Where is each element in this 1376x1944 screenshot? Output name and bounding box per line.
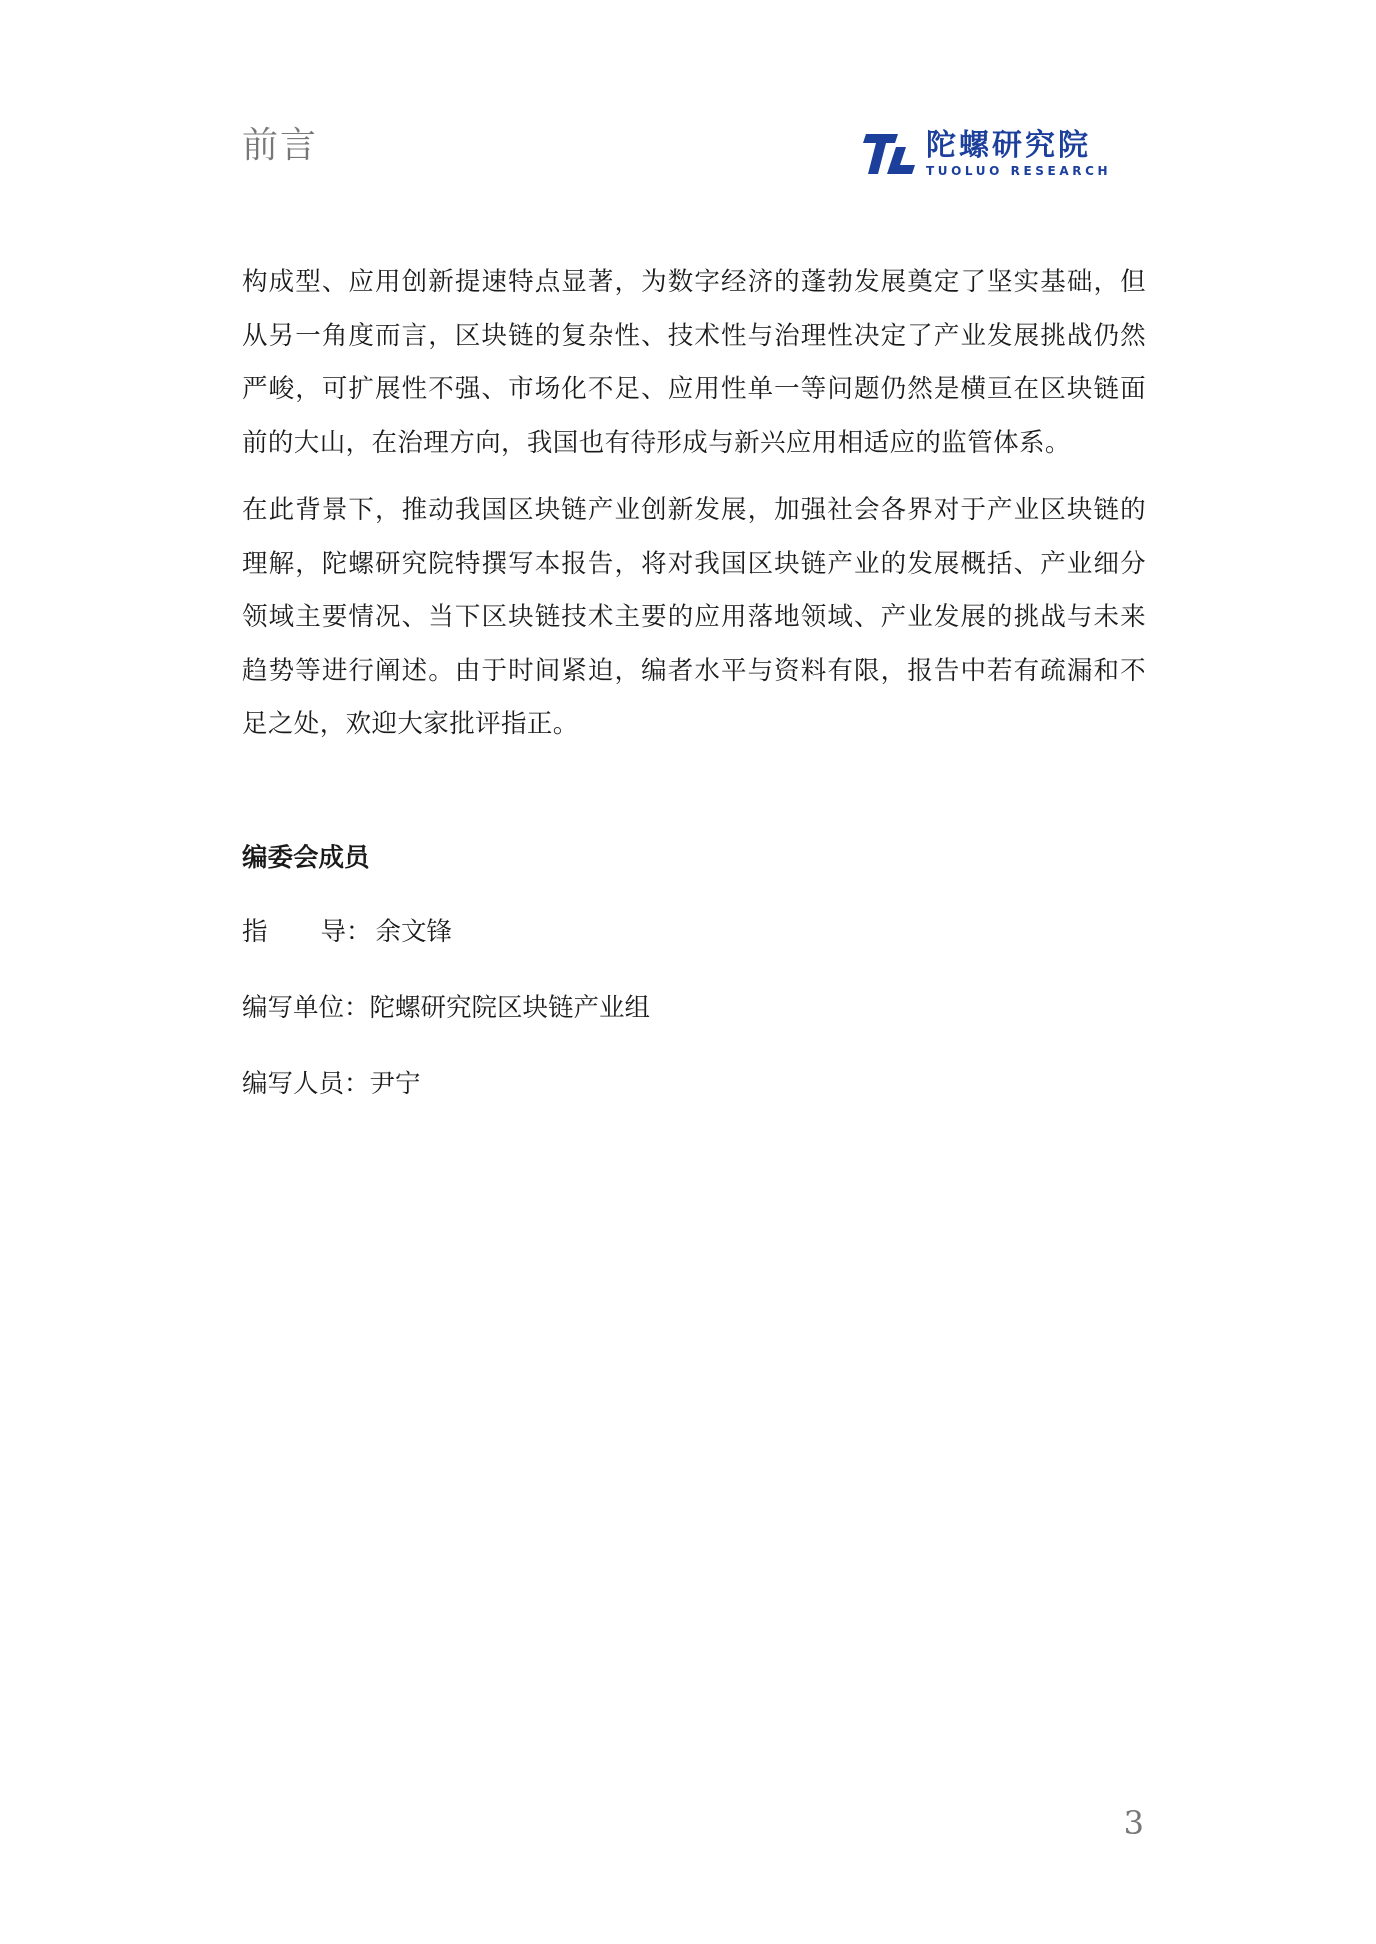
member-value: 尹宁 xyxy=(369,1068,421,1099)
committee-heading: 编委会成员 xyxy=(242,842,370,873)
member-label: 编写单位 xyxy=(242,992,345,1023)
tuoluo-logo xyxy=(862,126,1111,182)
member-colon: ： xyxy=(344,992,370,1023)
page-title: 前言 xyxy=(242,125,319,166)
member-authors xyxy=(242,1064,1146,1104)
paragraph-1: 构成型、应用创新提速特点显著，为数字经济的蓬勃发展奠定了坚实基础，但从另一角度而言，区块链的复杂性、技术性与治理性决定了产业发展挑战仍然严峻，可扩展性不强、市场化不足、应用性单一等问题仍然是横亘在区块链面前的大山，在治理方向，我国也有待形成与新兴应用相适应的监管体系。 xyxy=(242,267,1146,458)
main-content xyxy=(242,256,1146,1104)
member-colon: ： xyxy=(346,916,372,947)
member-label xyxy=(242,912,346,952)
member-advisor xyxy=(242,912,1146,952)
logo-text xyxy=(926,130,1111,178)
logo-name-cn: 陀螺研究院 xyxy=(926,128,1091,164)
member-label-char: 导 xyxy=(320,916,346,947)
member-value: 余文锋 xyxy=(375,916,453,947)
member-label-char: 指 xyxy=(242,916,268,947)
logo-name-en: TUOLUO RESEARCH xyxy=(926,163,1112,178)
member-colon: ： xyxy=(344,1068,370,1099)
member-label: 编写人员 xyxy=(242,1068,345,1099)
member-organization xyxy=(242,988,1146,1028)
paragraph-2: 在此背景下，推动我国区块链产业创新发展，加强社会各界对于产业区块链的理解，陀螺研究院特撰写本报告，将对我国区块链产业的发展概括、产业细分领域主要情况、当下区块链技术主要的应用落地领域、产业发展的挑战与未来趋势等进行阐述。由于时间紧迫，编者水平与资料有限，报告中若有疏漏和不足之处，欢迎大家批评指正。 xyxy=(242,495,1146,739)
member-value: 陀螺研究院区块链产业组 xyxy=(369,992,651,1023)
tl-logo-icon xyxy=(862,130,916,178)
page-number: 3 xyxy=(1123,1804,1144,1842)
